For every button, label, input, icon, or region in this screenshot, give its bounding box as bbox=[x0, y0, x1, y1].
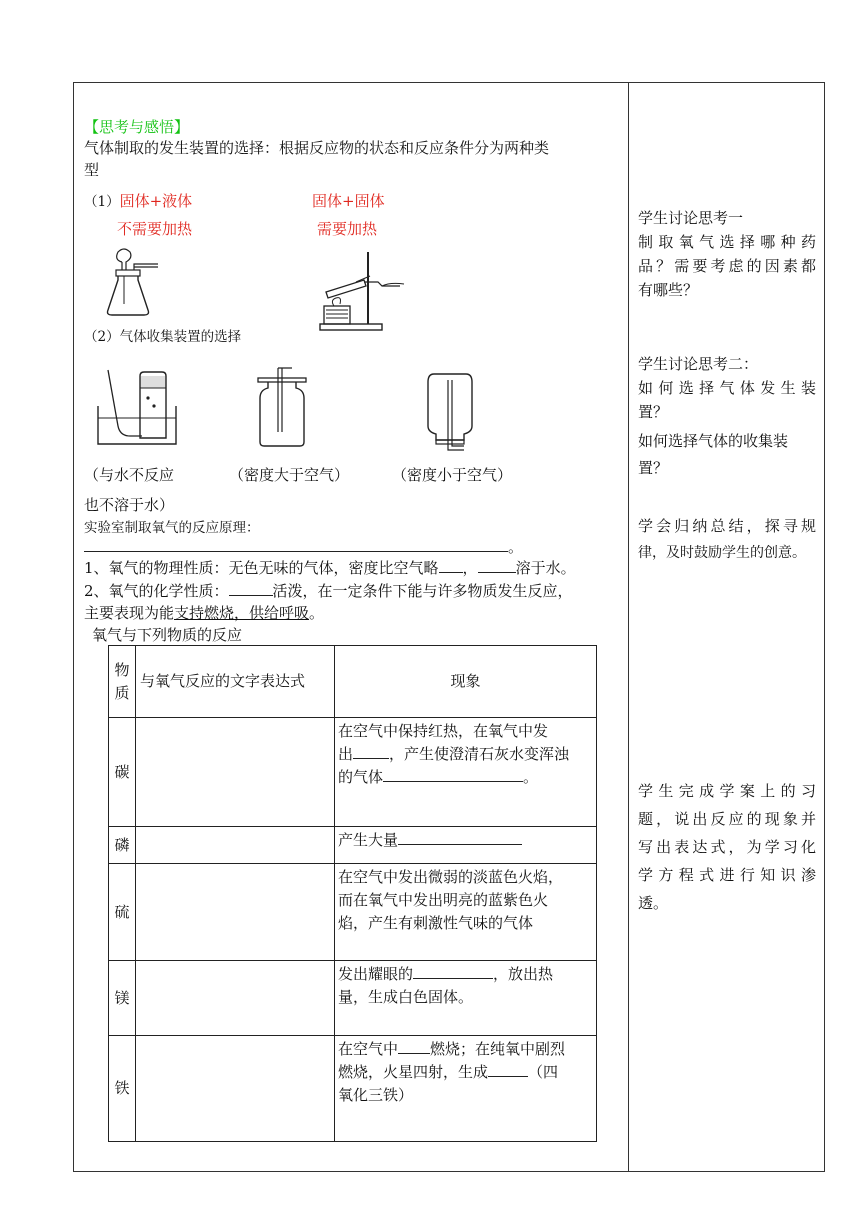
sidebar-q1-line1: 制取氧气选择哪种药 bbox=[638, 233, 816, 251]
physical-properties bbox=[84, 558, 576, 578]
iron-blank-2[interactable] bbox=[488, 1062, 528, 1077]
iron-blank-1[interactable] bbox=[398, 1039, 430, 1054]
principle-end: 。 bbox=[508, 538, 524, 556]
chemical-text-underlined: 支持燃烧，供给呼吸 bbox=[174, 604, 310, 622]
sidebar-task-line5: 透。 bbox=[638, 894, 669, 912]
principle-label: 实验室制取氧气的反应原理： bbox=[84, 520, 260, 536]
heating-test-tube-apparatus-figure bbox=[312, 246, 412, 336]
sidebar-summary bbox=[638, 513, 816, 567]
water-displacement-figure bbox=[96, 366, 180, 448]
sidebar-summary-line1: 学会归纳总结，探寻规 bbox=[638, 517, 816, 535]
sidebar-q1-line3: 有哪些？ bbox=[638, 281, 699, 299]
substance-magnesium: 镁 bbox=[109, 961, 136, 1036]
sidebar-q2-title: 学生讨论思考二： bbox=[638, 355, 759, 373]
sidebar-task-line1: 学生完成学案上的习 bbox=[638, 782, 816, 800]
phenomenon-sulfur: 在空气中发出微弱的淡蓝色火焰， 而在氧气中发出明亮的蓝紫色火 焰，产生有刺激性气味的气体 bbox=[335, 864, 597, 961]
expression-cell-phosphorus[interactable] bbox=[136, 827, 335, 864]
chemical-text-e: 。 bbox=[309, 604, 325, 622]
downward-air-displacement-figure bbox=[252, 366, 312, 450]
gen-item1-label: 固体+液体 bbox=[119, 192, 193, 210]
header-phenomenon: 现象 bbox=[335, 646, 597, 718]
magnesium-blank[interactable] bbox=[413, 964, 493, 979]
sidebar-q2-line3: 如何选择气体的收集装 bbox=[638, 432, 789, 450]
physical-blank-1[interactable] bbox=[439, 558, 463, 573]
conical-flask-apparatus-figure bbox=[100, 244, 170, 320]
sidebar-task-line2: 题，说出反应的现象并 bbox=[638, 810, 816, 828]
sidebar-discussion-1 bbox=[638, 206, 816, 302]
chemical-properties-line2 bbox=[84, 603, 324, 623]
caption-density-greater: （密度大于空气） bbox=[229, 466, 350, 484]
gen-item1-prefix: （1） bbox=[84, 194, 120, 210]
table-row-magnesium bbox=[109, 961, 597, 1036]
section-title: 【思考与感悟】 bbox=[84, 118, 190, 136]
phenomenon-iron: 在空气中 燃烧；在纯氧中剧烈 燃烧，火星四射，生成 （四 氧化三铁） bbox=[335, 1036, 597, 1142]
upward-air-displacement-figure bbox=[420, 370, 480, 454]
table-row-iron bbox=[109, 1036, 597, 1142]
sidebar-q1-title: 学生讨论思考一 bbox=[638, 209, 744, 227]
expression-cell-magnesium[interactable] bbox=[136, 961, 335, 1036]
sidebar-q2-line1: 如何选择气体发生装 bbox=[638, 379, 816, 397]
collect-heading: （2）气体收集装置的选择 bbox=[84, 329, 242, 345]
intro-text-line1: 气体制取的发生装置的选择：根据反应物的状态和反应条件分为两种类 bbox=[84, 139, 550, 157]
caption-water: （与水不反应 bbox=[84, 466, 175, 484]
phenomenon-phosphorus: 产生大量 bbox=[335, 827, 597, 864]
substance-iron: 铁 bbox=[109, 1036, 136, 1142]
sidebar-q2-line4: 置？ bbox=[638, 459, 669, 477]
phenomenon-magnesium: 发出耀眼的 ，放出热 量，生成白色固体。 bbox=[335, 961, 597, 1036]
sidebar-discussion-2 bbox=[638, 352, 816, 480]
table-row-carbon bbox=[109, 718, 597, 827]
expression-cell-sulfur[interactable] bbox=[136, 864, 335, 961]
expression-cell-iron[interactable] bbox=[136, 1036, 335, 1142]
gen-item2-condition: 需要加热 bbox=[317, 220, 378, 238]
chemical-text-b: 活泼，在一定条件下能与许多物质发生反应， bbox=[272, 582, 573, 600]
table-caption: 氧气与下列物质的反应 bbox=[92, 626, 243, 644]
table-header-row bbox=[109, 646, 597, 718]
chemical-text-c: 主要表现为能 bbox=[84, 604, 175, 622]
header-expression: 与氧气反应的文字表达式 bbox=[136, 646, 335, 718]
physical-text-c: 溶于水。 bbox=[515, 559, 576, 577]
header-substance: 物 质 bbox=[109, 646, 136, 718]
sidebar-task bbox=[638, 777, 816, 917]
gen-item2-label: 固体+固体 bbox=[312, 192, 385, 210]
chemical-properties-line1 bbox=[84, 581, 573, 601]
phosphorus-blank[interactable] bbox=[398, 830, 522, 845]
gen-item1-condition: 不需要加热 bbox=[117, 220, 193, 238]
substance-sulfur: 硫 bbox=[109, 864, 136, 961]
physical-text-b: ， bbox=[462, 559, 478, 577]
chemical-text-a: 2、氧气的化学性质： bbox=[84, 582, 229, 600]
carbon-blank-2[interactable] bbox=[383, 767, 523, 782]
phenomenon-carbon: 在空气中保持红热，在氧气中发 出 ，产生使澄清石灰水变浑浊 的气体 。 bbox=[335, 718, 597, 827]
principle-line bbox=[84, 537, 523, 557]
caption-density-less: （密度小于空气） bbox=[392, 466, 513, 484]
substance-phosphorus: 磷 bbox=[109, 827, 136, 864]
principle-blank[interactable] bbox=[84, 537, 508, 552]
sidebar-q1-line2: 品？需要考虑的因素都 bbox=[638, 257, 816, 275]
reaction-table bbox=[108, 645, 597, 1142]
expression-cell-carbon[interactable] bbox=[136, 718, 335, 827]
physical-blank-2[interactable] bbox=[478, 558, 516, 573]
sidebar-summary-line2: 律，及时鼓励学生的创意。 bbox=[638, 545, 806, 561]
physical-text-a: 1、氧气的物理性质：无色无味的气体，密度比空气略 bbox=[84, 559, 439, 577]
sidebar-task-line4: 学方程式进行知识渗 bbox=[638, 866, 816, 884]
chemical-blank[interactable] bbox=[229, 581, 273, 596]
substance-carbon: 碳 bbox=[109, 718, 136, 827]
table-row-sulfur bbox=[109, 864, 597, 961]
column-divider bbox=[628, 82, 629, 1172]
sidebar-q2-line2: 置？ bbox=[638, 403, 669, 421]
table-row-phosphorus bbox=[109, 827, 597, 864]
sidebar-task-line3: 写出表达式，为学习化 bbox=[638, 838, 816, 856]
gen-item1 bbox=[84, 191, 192, 212]
intro-text-line2: 型 bbox=[84, 161, 100, 179]
carbon-blank-1[interactable] bbox=[353, 744, 389, 759]
caption-water-cont: 也不溶于水） bbox=[84, 496, 175, 514]
